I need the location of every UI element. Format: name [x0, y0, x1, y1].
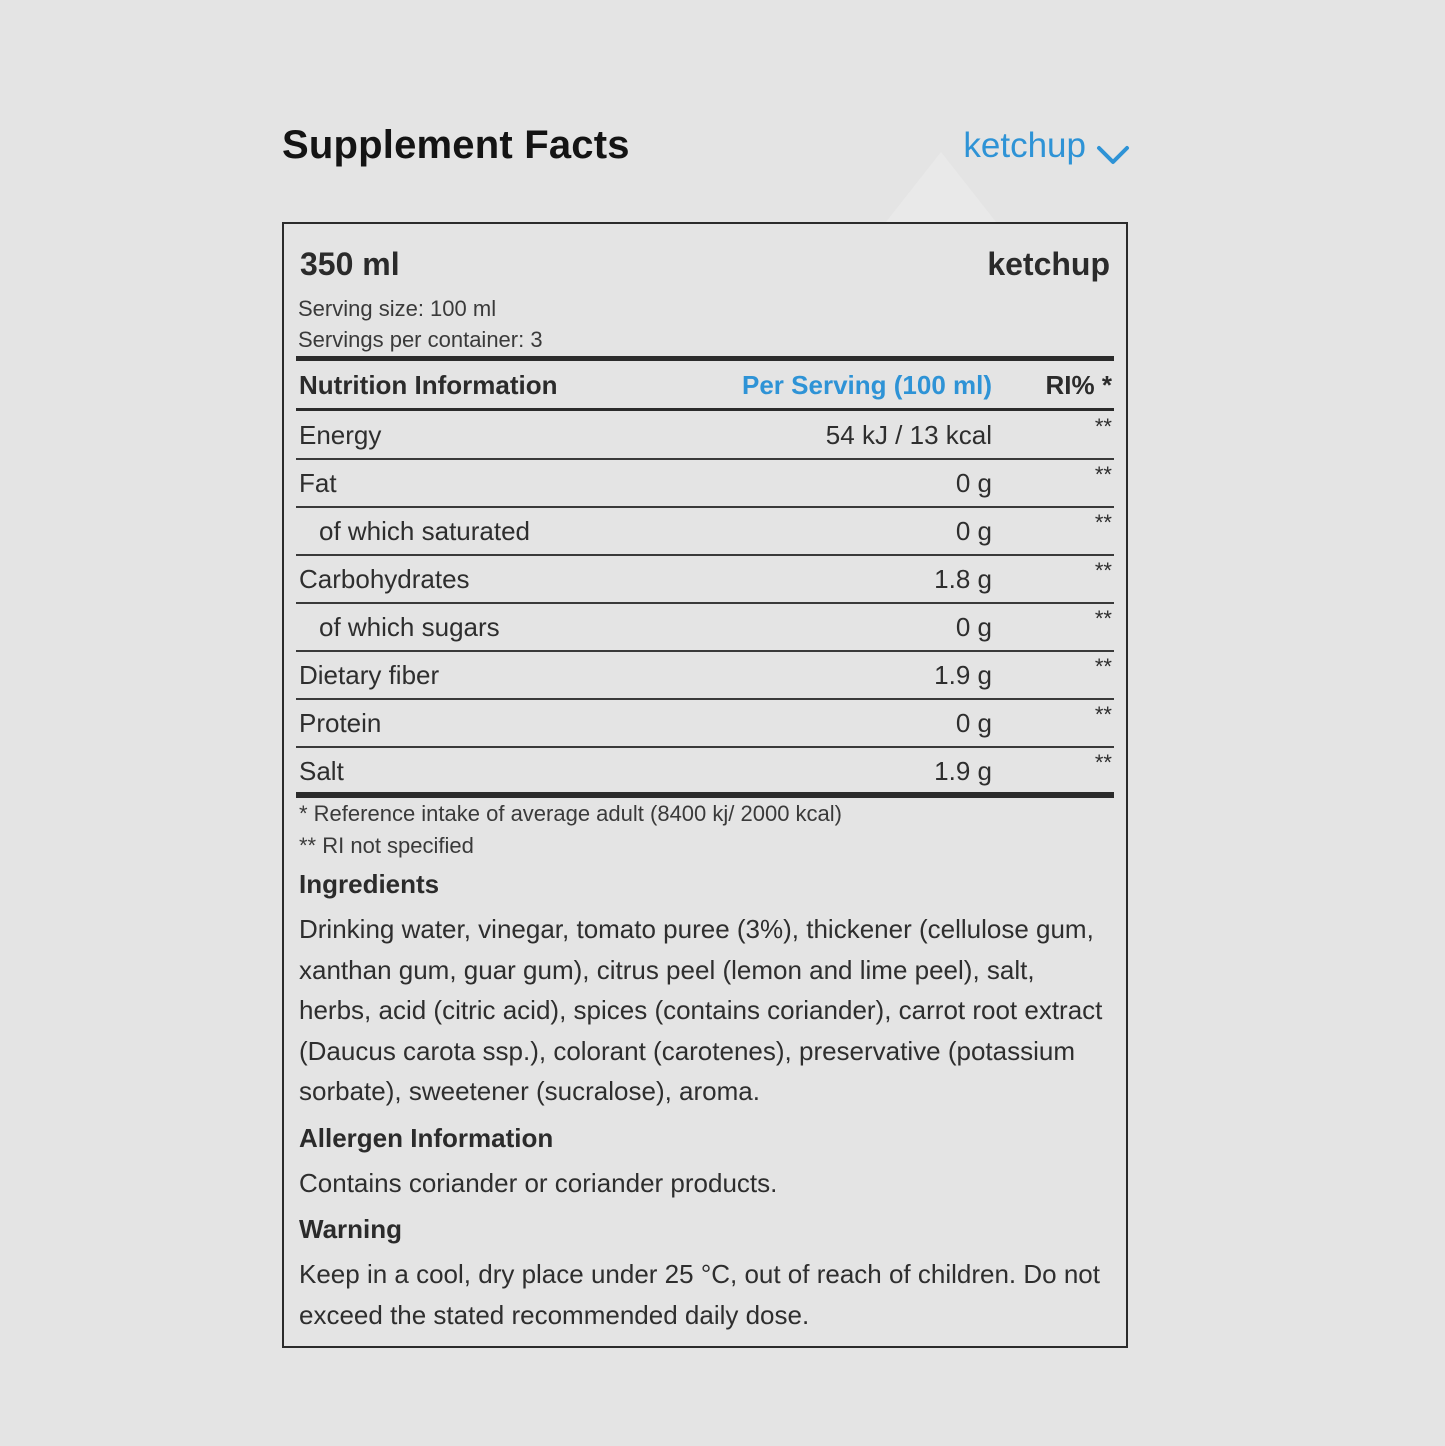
divider — [296, 356, 1114, 361]
nutrient-value: 0 g — [955, 516, 992, 546]
nutrient-name: Dietary fiber — [299, 660, 440, 690]
column-header-serving: Per Serving (100 ml) — [742, 370, 992, 400]
table-row — [296, 508, 1114, 556]
table-row — [296, 604, 1114, 652]
divider — [296, 792, 1114, 798]
nutrient-ri: ** — [1094, 510, 1112, 535]
table-row — [296, 412, 1114, 460]
servings-per-container: Servings per container: 3 — [298, 327, 543, 352]
header — [282, 118, 1130, 178]
allergen-title: Allergen Information — [299, 1123, 554, 1153]
nutrient-ri: ** — [1094, 606, 1112, 631]
nutrient-ri: ** — [1094, 702, 1112, 727]
chevron-down-icon — [1096, 135, 1130, 157]
ingredients-text: Drinking water, vinegar, tomato puree (3%), thickener (cellulose gum, xanthan gum, guar gum), citrus peel (lemon and lime peel), salt, herbs, acid (citric acid), spices (contains coriander), carrot root extract (Daucus carota ssp.), colorant (carotenes), preservative (potassium sorbate), sweetener (sucralose), aroma. — [299, 914, 1103, 1106]
warning-text: Keep in a cool, dry place under 25 °C, out of reach of children. Do not exceed the stated recommended daily dose. — [299, 1259, 1100, 1330]
nutrient-ri: ** — [1094, 558, 1112, 583]
footnote-reference-intake: * Reference intake of average adult (8400 kj/ 2000 kcal) — [299, 801, 842, 826]
footnote-ri-not-specified: ** RI not specified — [299, 833, 474, 858]
nutrient-value: 1.8 g — [934, 564, 992, 594]
column-header-ri: RI% * — [1045, 370, 1112, 400]
table-row — [296, 556, 1114, 604]
nutrient-name: Protein — [299, 708, 382, 738]
serving-size: Serving size: 100 ml — [298, 296, 497, 321]
nutrition-table-header — [296, 362, 1114, 410]
ingredients-title: Ingredients — [299, 869, 440, 899]
warning-title: Warning — [299, 1214, 403, 1244]
nutrient-ri: ** — [1094, 462, 1112, 487]
nutrient-name: Fat — [299, 468, 337, 498]
nutrient-name: Carbohydrates — [299, 564, 470, 594]
nutrient-name: Energy — [299, 420, 382, 450]
nutrient-ri: ** — [1094, 654, 1112, 679]
nutrient-name: of which sugars — [319, 612, 500, 642]
divider — [296, 408, 1114, 411]
nutrient-value: 0 g — [955, 612, 992, 642]
nutrient-ri: ** — [1094, 750, 1112, 775]
table-row — [296, 460, 1114, 508]
nutrient-value: 0 g — [955, 468, 992, 498]
container-volume: 350 ml — [300, 246, 400, 282]
table-row — [296, 748, 1114, 796]
nutrient-value: 54 kJ / 13 kcal — [825, 420, 992, 450]
table-row — [296, 652, 1114, 700]
product-header — [300, 246, 1110, 286]
column-header-name: Nutrition Information — [299, 370, 558, 400]
allergen-text: Contains coriander or coriander products. — [299, 1168, 778, 1198]
nutrient-name: Salt — [299, 756, 344, 786]
variant-dropdown-label: ketchup — [963, 126, 1086, 165]
nutrient-ri: ** — [1094, 414, 1112, 439]
table-row — [296, 700, 1114, 748]
dropdown-pointer — [886, 152, 996, 222]
nutrient-value: 1.9 g — [934, 660, 992, 690]
nutrient-name: of which saturated — [319, 516, 531, 546]
page-title: Supplement Facts — [282, 123, 630, 167]
product-name: ketchup — [987, 246, 1110, 282]
supplement-facts-panel — [282, 222, 1128, 1348]
nutrient-value: 0 g — [955, 708, 992, 738]
nutrient-value: 1.9 g — [934, 756, 992, 786]
